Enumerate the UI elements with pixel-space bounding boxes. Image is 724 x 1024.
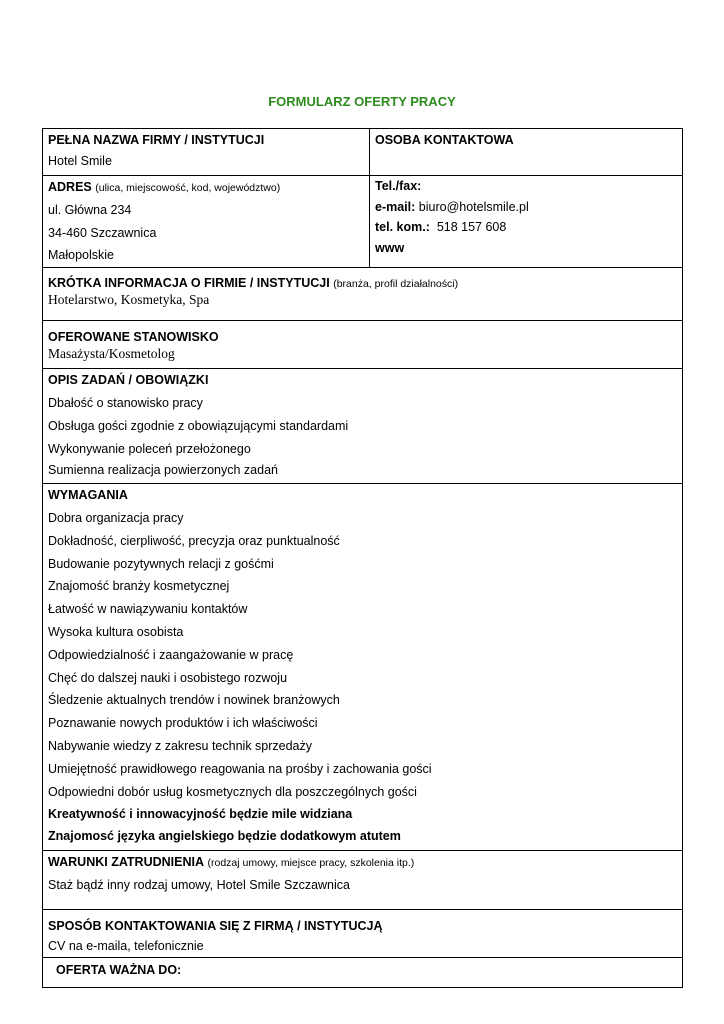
- requirement-item: Wysoka kultura osobista: [48, 624, 184, 639]
- duty-item: Dbałość o stanowisko pracy: [48, 395, 203, 410]
- address-cell: [43, 176, 370, 268]
- contact-method-value: CV na e-maila, telefonicznie: [48, 939, 204, 954]
- info-cell: [43, 268, 683, 321]
- contact-method-cell: [43, 910, 683, 958]
- tel-fax-label: Tel./fax:: [375, 179, 422, 193]
- requirement-item: Dobra organizacja pracy: [48, 510, 184, 525]
- form-title: FORMULARZ OFERTY PRACY: [268, 94, 456, 109]
- requirement-item-bold: Kreatywność i innowacyjność będzie mile widziana: [48, 807, 353, 822]
- row-duties: [43, 369, 683, 484]
- row-contact-method: [43, 910, 683, 958]
- address-hint: (ulica, miejscowość, kod, województwo): [95, 182, 281, 194]
- conditions-value: Staż bądź inny rodzaj umowy, Hotel Smile Szczawnica: [48, 877, 350, 892]
- valid-until-label: OFERTA WAŻNA DO:: [56, 963, 182, 978]
- requirement-item: Chęć do dalszej nauki i osobistego rozwoju: [48, 670, 288, 685]
- position-cell: [43, 321, 683, 369]
- requirement-item: Śledzenie aktualnych trendów i nowinek branżowych: [48, 693, 340, 708]
- row-info: [43, 268, 683, 321]
- contact-cell: [370, 176, 683, 268]
- requirements-label: WYMAGANIA: [48, 488, 128, 503]
- info-label: KRÓTKA INFORMACJA O FIRMIE / INSTYTUCJI: [48, 276, 330, 291]
- position-label: OFEROWANE STANOWISKO: [48, 330, 219, 345]
- contact-person-label: OSOBA KONTAKTOWA: [375, 133, 514, 147]
- requirement-item-bold: Znajomosć języka angielskiego będzie dodatkowym atutem: [48, 829, 401, 844]
- requirement-item: Dokładność, cierpliwość, precyzja oraz punktualność: [48, 533, 340, 548]
- requirement-item: Odpowiedni dobór usług kosmetycznych dla poszczególnych gości: [48, 784, 417, 799]
- requirement-item: Odpowiedzialność i zaangażowanie w pracę: [48, 647, 294, 662]
- row-valid-until: [43, 958, 683, 988]
- address-label: ADRES: [48, 180, 92, 194]
- conditions-hint: (rodzaj umowy, miejsce pracy, szkolenia itp.): [207, 857, 415, 870]
- job-offer-form: [42, 128, 683, 988]
- requirement-item: Poznawanie nowych produktów i ich właściwości: [48, 716, 318, 731]
- row-company: [43, 129, 683, 176]
- info-hint: (branża, profil działalności): [333, 278, 459, 291]
- row-conditions: [43, 851, 683, 910]
- mobile-label: tel. kom.:: [375, 220, 430, 234]
- requirements-cell: [43, 484, 683, 851]
- duties-label: OPIS ZADAŃ / OBOWIĄZKI: [48, 373, 209, 388]
- company-value: Hotel Smile: [48, 153, 112, 168]
- company-label: PEŁNA NAZWA FIRMY / INSTYTUCJI: [48, 133, 265, 147]
- address-line: Małopolskie: [48, 248, 115, 263]
- conditions-cell: [43, 851, 683, 910]
- company-cell: [43, 129, 370, 176]
- duties-cell: [43, 369, 683, 484]
- email-value[interactable]: biuro@hotelsmile.pl: [418, 199, 529, 214]
- requirement-item: Łatwość w nawiązywaniu kontaktów: [48, 602, 248, 617]
- requirement-item: Znajomość branży kosmetycznej: [48, 579, 230, 594]
- address-line: 34-460 Szczawnica: [48, 225, 157, 240]
- row-requirements: [43, 484, 683, 851]
- duty-item: Wykonywanie poleceń przełożonego: [48, 441, 251, 456]
- address-line: ul. Główna 234: [48, 202, 132, 217]
- contact-person-cell: [370, 129, 683, 176]
- position-value: Masażysta/Kosmetolog: [48, 346, 175, 362]
- contact-method-label: SPOSÓB KONTAKTOWANIA SIĘ Z FIRMĄ / INSTYTUCJĄ: [48, 919, 383, 934]
- row-address: [43, 176, 683, 268]
- duty-item: Obsługa gości zgodnie z obowiązującymi standardami: [48, 418, 349, 433]
- requirement-item: Budowanie pozytywnych relacji z gośćmi: [48, 556, 274, 571]
- email-label: e-mail:: [375, 199, 416, 214]
- duty-item: Sumienna realizacja powierzonych zadań: [48, 463, 278, 478]
- conditions-label: WARUNKI ZATRUDNIENIA: [48, 855, 205, 870]
- requirement-item: Umiejętność prawidłowego reagowania na prośby i zachowania gości: [48, 761, 432, 776]
- info-value: Hotelarstwo, Kosmetyka, Spa: [48, 292, 210, 308]
- mobile-value: 518 157 608: [436, 220, 507, 234]
- www-label: www: [375, 240, 405, 255]
- row-position: [43, 321, 683, 369]
- valid-until-cell: [43, 958, 683, 988]
- requirement-item: Nabywanie wiedzy z zakresu technik sprzedaży: [48, 738, 313, 753]
